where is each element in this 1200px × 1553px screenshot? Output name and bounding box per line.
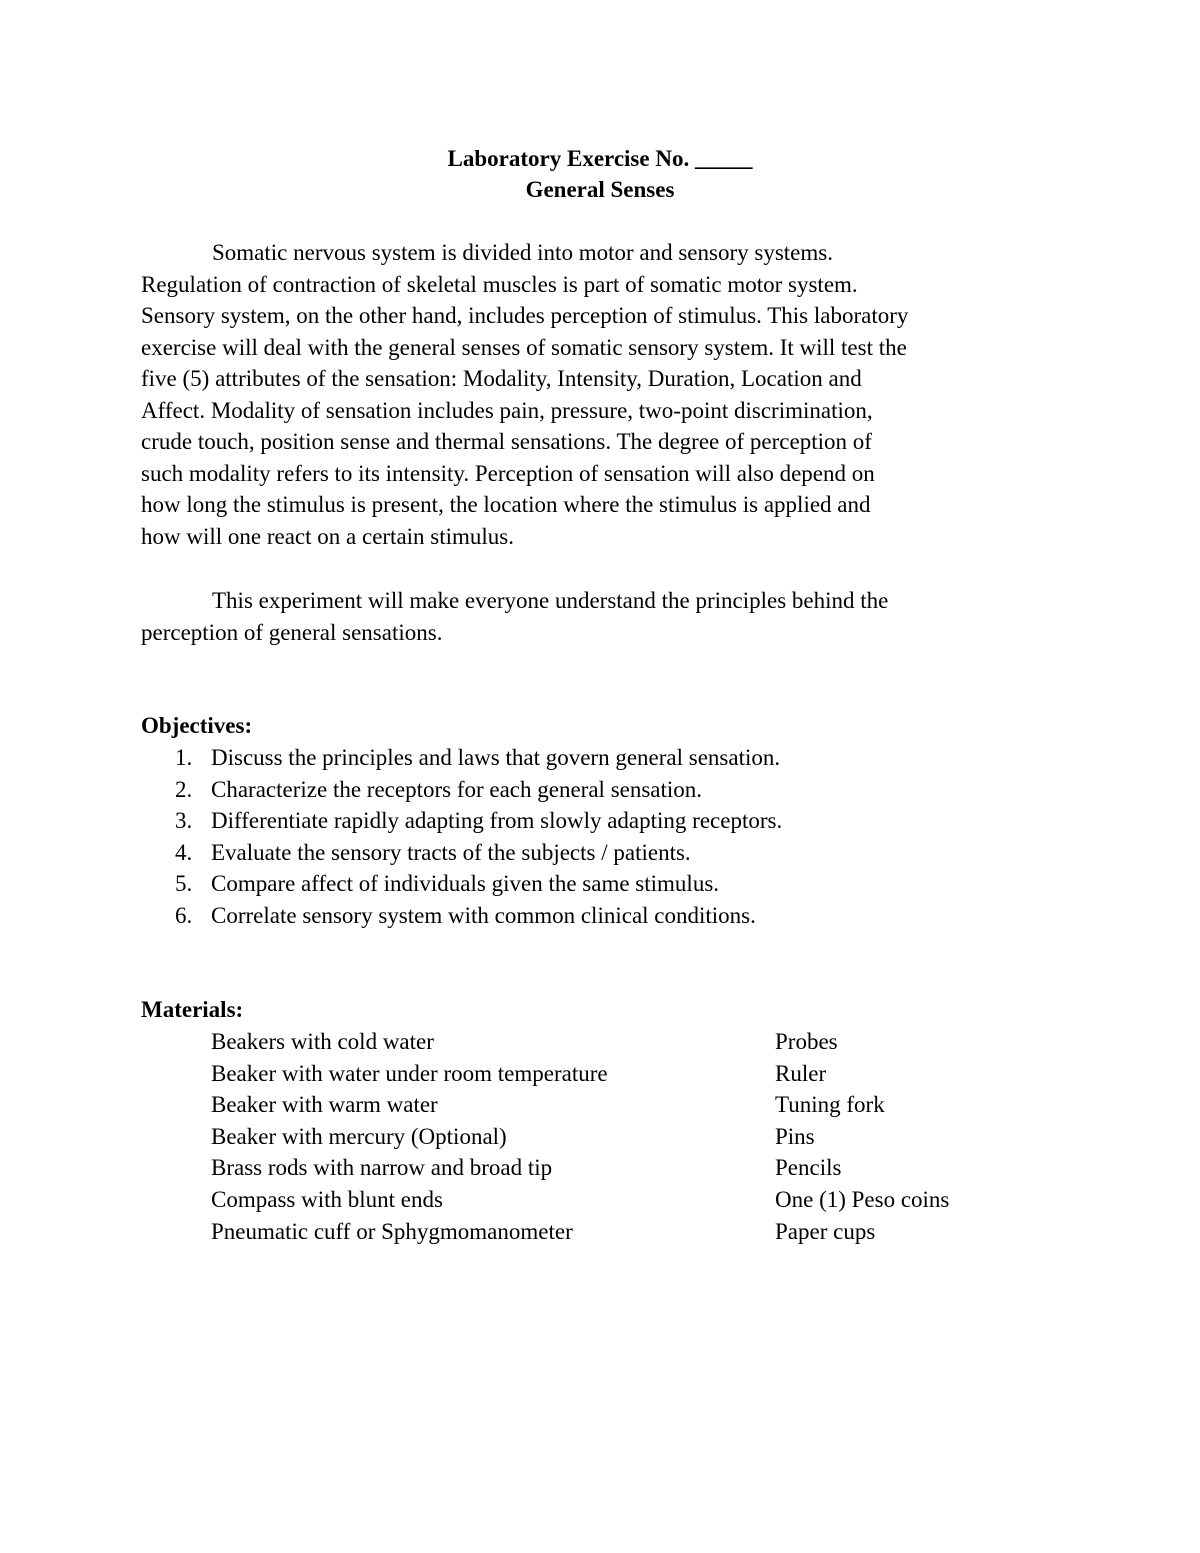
intro-line: Affect. Modality of sensation includes pain, pressure, two-point discrimination, [141,397,873,423]
list-item [141,742,782,774]
objective-text: Compare affect of individuals given the same stimulus. [211,871,720,897]
materials-row [211,1026,1075,1058]
objective-text: Characterize the receptors for each general sensation. [211,776,703,802]
objective-number: 3. [175,808,193,834]
objective-text: Correlate sensory system with common clinical conditions. [211,902,756,928]
material-item: Beaker with water under room temperature [211,1060,608,1086]
objective-number: 6. [175,902,193,928]
objective-text: Discuss the principles and laws that govern general sensation. [211,745,781,770]
objective-text: Evaluate the sensory tracts of the subjects / patients. [211,839,691,865]
intro-line: Sensory system, on the other hand, includes perception of stimulus. This laboratory [141,303,909,328]
material-item: Pencils [775,1155,842,1181]
intro-paragraph [141,237,1076,552]
purpose-line: This experiment will make everyone understand the principles behind the [212,588,889,613]
intro-line: Regulation of contraction of skeletal muscles is part of somatic motor system. [141,271,858,297]
intro-line: Somatic nervous system is divided into motor and sensory systems. [212,240,833,265]
objective-number: 4. [175,839,193,865]
list-item [141,868,782,900]
material-item: Beaker with warm water [211,1092,438,1118]
list-item [141,837,782,869]
materials-row [211,1184,1075,1216]
list-item [141,900,782,932]
material-item: Ruler [775,1060,827,1086]
objective-number: 2. [175,776,193,802]
purpose-paragraph [141,585,1076,648]
materials-row [211,1089,1075,1121]
materials-heading: Materials: [141,997,244,1022]
objective-text: Differentiate rapidly adapting from slowly adapting receptors. [211,808,783,834]
objective-number: 1. [175,745,193,770]
materials-row [211,1152,1075,1184]
intro-line: five (5) attributes of the sensation: Modality, Intensity, Duration, Location and [141,366,862,391]
intro-line: how long the stimulus is present, the location where the stimulus is applied and [141,492,871,517]
document-subtitle: General Senses [525,177,675,202]
title-block [0,143,1200,205]
intro-line: how will one react on a certain stimulus. [141,523,515,549]
material-item: Compass with blunt ends [211,1186,443,1212]
material-item: One (1) Peso coins [775,1186,950,1212]
material-item: Pneumatic cuff or Sphygmomanometer [211,1218,573,1244]
intro-line: such modality refers to its intensity. Perception of sensation will also depend on [141,460,875,486]
objectives-heading: Objectives: [141,713,253,738]
intro-line: exercise will deal with the general senses of somatic sensory system. It will test the [141,334,907,360]
material-item: Beaker with mercury (Optional) [211,1123,507,1149]
material-item: Pins [775,1123,815,1149]
materials-row [211,1216,1075,1248]
list-item [141,805,782,837]
material-item: Paper cups [775,1218,876,1244]
material-item: Tuning fork [775,1092,885,1118]
document-title: Laboratory Exercise No. _____ [447,146,753,171]
intro-line: crude touch, position sense and thermal sensations. The degree of perception of [141,429,872,454]
material-item: Probes [775,1029,838,1054]
list-item [141,774,782,806]
materials-list [211,1026,1075,1247]
objective-number: 5. [175,871,193,897]
material-item: Beakers with cold water [211,1029,434,1054]
materials-row [211,1058,1075,1090]
materials-row [211,1121,1075,1153]
material-item: Brass rods with narrow and broad tip [211,1155,553,1181]
objectives-list [141,742,782,932]
purpose-line: perception of general sensations. [141,619,443,645]
